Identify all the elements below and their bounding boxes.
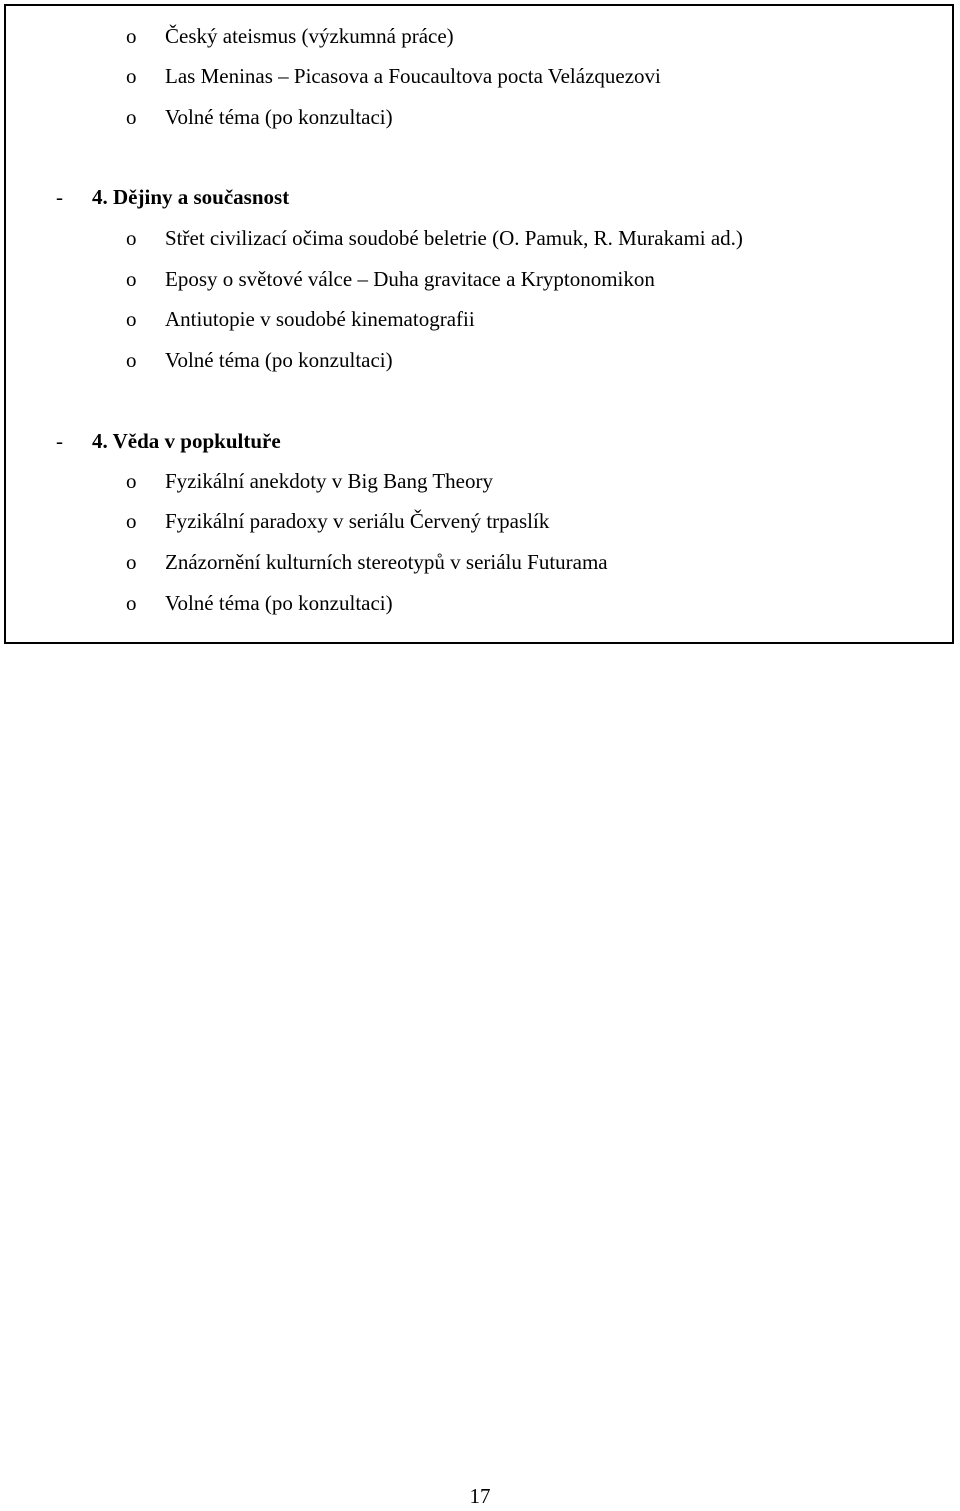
heading-marker: - (56, 429, 63, 453)
page-number: 17 (469, 1484, 491, 1508)
list-item-text: Fyzikální anekdoty v Big Bang Theory (165, 469, 493, 493)
bullet-marker: o (126, 267, 137, 291)
list-item-text: Las Meninas – Picasova a Foucaultova pocta Velázquezovi (165, 64, 661, 88)
bullet-marker: o (126, 307, 137, 331)
bullet-marker: o (126, 591, 137, 615)
bullet-marker: o (126, 226, 137, 250)
heading-text: 4. Dějiny a současnost (92, 185, 290, 209)
list-item-text: Střet civilizací očima soudobé beletrie (O. Pamuk, R. Murakami ad.) (165, 226, 743, 250)
bullet-marker: o (126, 550, 137, 574)
list-item-text: Volné téma (po konzultaci) (165, 591, 393, 615)
bullet-marker: o (126, 105, 137, 129)
bullet-marker: o (126, 469, 137, 493)
list-item-text: Fyzikální paradoxy v seriálu Červený trpaslík (165, 509, 550, 533)
content-box (4, 4, 954, 644)
bullet-marker: o (126, 509, 137, 533)
list-item-text: Eposy o světové válce – Duha gravitace a Kryptonomikon (165, 267, 655, 291)
list-item-text: Český ateismus (výzkumná práce) (165, 24, 454, 48)
heading-marker: - (56, 185, 63, 209)
list-item-text: Znázornění kulturních stereotypů v seriálu Futurama (165, 550, 608, 574)
heading-text: 4. Věda v popkultuře (92, 429, 281, 453)
bullet-marker: o (126, 348, 137, 372)
bullet-marker: o (126, 24, 137, 48)
bullet-marker: o (126, 64, 137, 88)
list-item-text: Antiutopie v soudobé kinematografii (165, 307, 475, 331)
list-item-text: Volné téma (po konzultaci) (165, 348, 393, 372)
list-item-text: Volné téma (po konzultaci) (165, 105, 393, 129)
